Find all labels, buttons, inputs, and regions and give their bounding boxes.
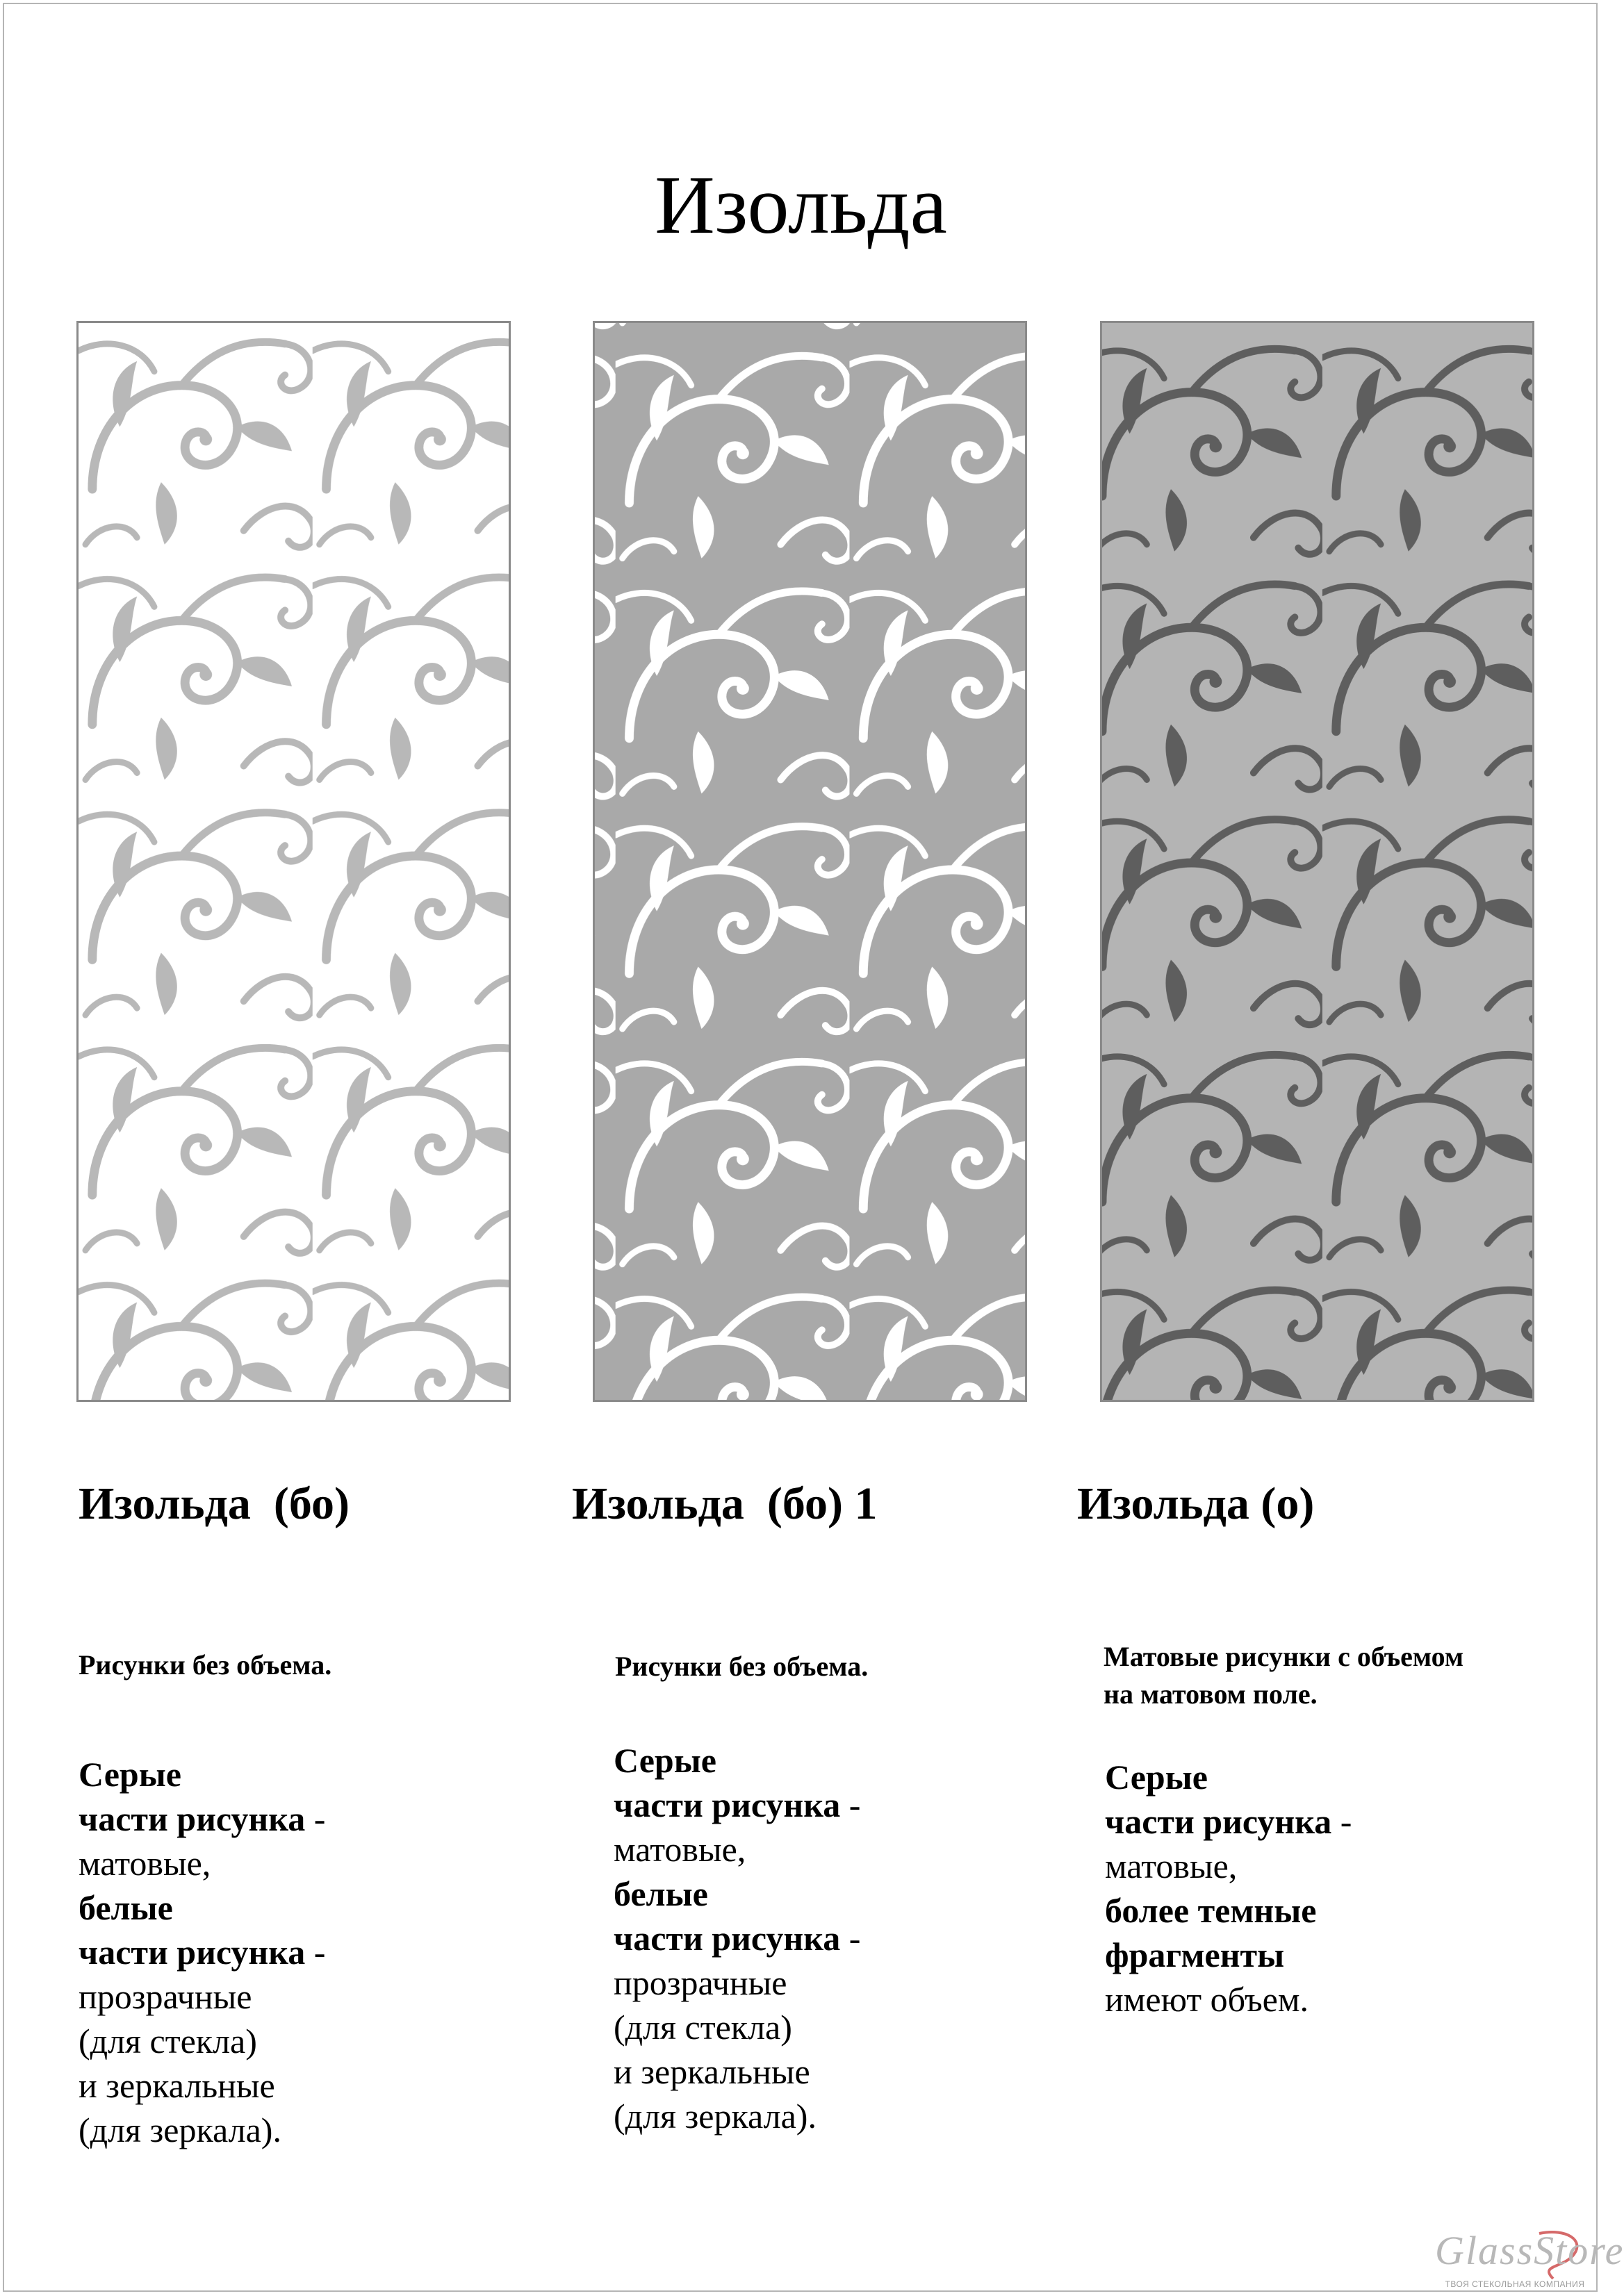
- column-2-description: [614, 1738, 860, 2138]
- glassstore-logo: [1435, 2227, 1624, 2293]
- page-title: Изольда: [655, 158, 947, 251]
- column-2-subtitle: Рисунки без объема.: [615, 1651, 869, 1682]
- pattern-panel-2: [593, 321, 1027, 1402]
- subtitle-line: Матовые рисунки с объемом: [1104, 1641, 1464, 1672]
- pattern-preview-3: [1102, 323, 1532, 1400]
- column-1-description: [79, 1752, 325, 2152]
- pattern-panel-3: [1100, 321, 1534, 1402]
- desc-line: и зеркальные: [614, 2052, 810, 2091]
- column-1-subtitle: Рисунки без объема.: [79, 1649, 332, 1680]
- desc-line: части рисунка -: [1105, 1802, 1352, 1841]
- desc-line: матовые,: [1105, 1847, 1238, 1885]
- desc-line: Серые: [1105, 1758, 1208, 1797]
- column-3-heading: Изольда (о): [1077, 1478, 1315, 1529]
- desc-line: части рисунка -: [614, 1785, 861, 1824]
- desc-line: части рисунка -: [614, 1919, 861, 1958]
- desc-line: Серые: [79, 1755, 181, 1794]
- desc-line: части рисунка -: [79, 1799, 326, 1838]
- desc-line: более темные: [1105, 1891, 1317, 1930]
- logo-name: GlassStore: [1435, 2228, 1624, 2273]
- column-1-heading: Изольда (бо): [79, 1478, 350, 1529]
- desc-line: имеют объем.: [1105, 1980, 1309, 2019]
- column-2-heading: Изольда (бо) 1: [572, 1478, 878, 1529]
- pattern-panel-1: [76, 321, 511, 1402]
- subtitle-line: на матовом поле.: [1104, 1678, 1318, 1710]
- pattern-preview-1: [79, 323, 509, 1400]
- desc-line: части рисунка -: [79, 1933, 326, 1972]
- desc-line: и зеркальные: [79, 2066, 275, 2105]
- desc-line: прозрачные: [614, 1963, 787, 2002]
- desc-line: прозрачные: [79, 1977, 252, 2016]
- desc-line: белые: [79, 1888, 173, 1927]
- desc-line: (для стекла): [614, 2008, 792, 2047]
- logo-tagline: ТВОЯ СТЕКОЛЬНАЯ КОМПАНИЯ: [1445, 2279, 1585, 2289]
- desc-line: матовые,: [79, 1844, 211, 1883]
- desc-line: (для зеркала).: [614, 2097, 817, 2136]
- desc-line: матовые,: [614, 1830, 746, 1869]
- desc-line: (для стекла): [79, 2022, 257, 2060]
- pattern-preview-2: [595, 323, 1025, 1400]
- desc-line: Серые: [614, 1741, 716, 1780]
- column-3-description: [1105, 1755, 1352, 2022]
- desc-line: белые: [614, 1874, 708, 1913]
- desc-line: (для зеркала).: [79, 2111, 281, 2149]
- column-3-subtitle: [1104, 1638, 1463, 1713]
- desc-line: фрагменты: [1105, 1935, 1285, 1974]
